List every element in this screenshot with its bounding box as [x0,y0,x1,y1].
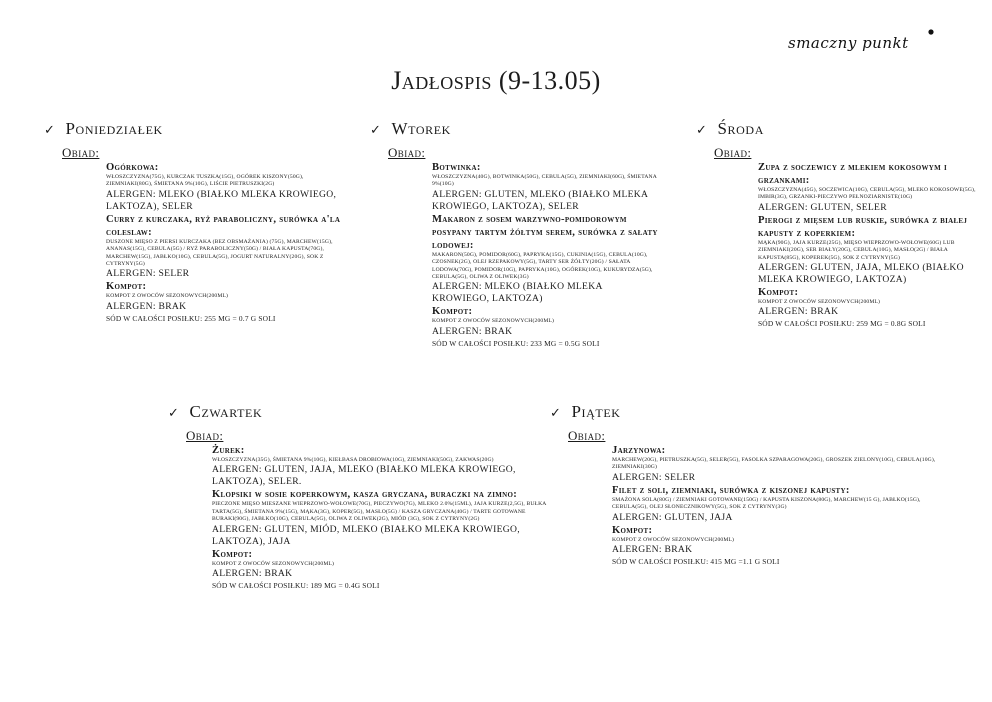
dish-ingredients: WŁOSZCZYZNA(40G), BOTWINKA(50G), CEBULA(5G), ZIEMNIAKI(60G), ŚMIETANA 9%(10G) [432,174,657,188]
dish-ingredients: SMAŻONA SOLA(80G) / ZIEMNIAKI GOTOWANE(150G) / KAPUSTA KISZONA(80G), MARCHEW(15 G), JABŁKO(15G), CEBULA(5G), OLEJ SŁONECZNIKOWY(5G), SOK Z CYTRYNY(3G) [612,496,921,511]
day-friday [550,402,950,567]
dish-allergen: ALERGEN: MLEKO (BIAŁKO MLEKA KROWIEGO, LAKTOZA), SELER [106,188,337,212]
salt-info: SÓD W CAŁOŚCI POSIŁKU: 233 MG = 0.5G SOLI [432,338,600,348]
day-name: Wtorek [391,119,451,138]
meal-label: Obiad: [388,145,426,160]
day-header [696,119,976,139]
day-monday [44,119,344,324]
dish-allergen: ALERGEN: GLUTEN, JAJA, MLEKO (BIAŁKO MLEKA KROWIEGO, LAKTOZA), SELER. [212,464,516,488]
dish-allergen: ALERGEN: SELER [612,471,696,483]
dish-ingredients: MĄKA(90G), JAJA KURZE(25G), MIĘSO WIEPRZOWO-WOŁOWE(60G) LUB ZIEMNIAKI(20G), SER BIAŁY(20G), CEBULA(10G), MASŁO(2G) / BIAŁA KAPUSTA(85G), KOPEREK(5G), SOK Z CYTRYNY(5G) [758,239,955,261]
dish-allergen: ALERGEN: MLEKO (BIAŁKO MLEKA KROWIEGO, LAKTOZA) [432,281,603,305]
meal-label: Obiad: [62,145,100,160]
day-name: Środa [717,119,764,138]
day-header [550,402,950,422]
dish-ingredients: WŁOSZCZYZNA(45G), SOCZEWICA(10G), CEBULA(5G), MLEKO KOKOSOWE(5G), IMBIR(3G), GRZANKI-PIECZYWO PEŁNOZIARNISTE(10G) [758,187,976,201]
dish-name: Kompot: [106,281,147,293]
day-tuesday [370,119,660,349]
dish-ingredients: KOMPOT Z OWOCÓW SEZONOWYCH(200ML) [758,299,881,306]
dish-name: Pierogi z mięsem lub ruskie, surówka z białej kapusty z koperkiem: [758,214,968,239]
dish-name: Botwinka: [432,162,481,173]
dish-allergen: ALERGEN: BRAK [758,306,839,318]
check-icon: ✓ [168,406,180,421]
dish-ingredients: MAKARON(50G), POMIDOR(60G), PAPRYKA(15G), CUKINIA(15G), CEBULA(10G), CZOSNEK(2G), OLEJ RZEPAKOWY(5G), TARTY SER ŻÓŁTY(20G) / SAŁATA LODOWA(70G), POMIDOR(10G), PAPRYKA(10G), OGÓREK(10G), KUKURYDZA(5G), CEBULA(5G), OLIWA Z OLIWEK(3G) [432,251,653,281]
dish-name: Curry z kurczaka, ryż paraboliczny, surówka a'la coleslaw: [106,213,341,238]
dish-name: Kompot: [212,548,253,560]
day-name: Czwartek [189,402,263,421]
day-wednesday [696,119,976,329]
dish-ingredients: WŁOSZCZYZNA(35G), ŚMIETANA 9%(10G), KIEŁBASA DROBIOWA(10G), ZIEMNIAKI(50G), ZAKWAS(20G) [212,457,494,463]
dish-allergen: ALERGEN: BRAK [432,325,513,337]
meal-list [106,161,344,324]
dish-allergen: ALERGEN: BRAK [106,300,187,312]
dish-name: Kompot: [758,287,799,299]
dish-allergen: ALERGEN: GLUTEN, SELER [758,201,887,213]
check-icon: ✓ [44,123,56,138]
dish-allergen: ALERGEN: GLUTEN, JAJA, MLEKO (BIAŁKO MLEKA KROWIEGO, LAKTOZA) [758,262,964,286]
day-name: Poniedziałek [65,119,163,138]
meal-label: Obiad: [186,428,224,443]
dish-name: Klopsiki w sosie koperkowym, kasza gryczana, buraczki na zimno: [212,489,518,501]
dish-name: Kompot: [612,524,653,536]
meal-list [758,161,976,329]
meal-label: Obiad: [568,428,606,443]
dish-name: Żurek: [212,445,245,456]
dish-allergen: ALERGEN: BRAK [212,568,293,580]
dish-ingredients: KOMPOT Z OWOCÓW SEZONOWYCH(200ML) [612,536,735,543]
dish-allergen: ALERGEN: BRAK [612,544,693,556]
dish-ingredients: KOMPOT Z OWOCÓW SEZONOWYCH(200ML) [106,293,229,300]
page-title: Jadłospis (9-13.05) [391,66,601,95]
dish-name: Jarzynowa: [612,445,666,456]
meal-list [212,444,548,591]
dish-ingredients: MARCHEW(20G), PIETRUSZKA(5G), SELER(5G), FASOLKA SZPARAGOWA(20G), GROSZEK ZIELONY(10G), CEBULA(10G), ZIEMNIAKI(30G) [612,457,936,471]
dish-name: Filet z soli, ziemniaki, surówka z kiszonej kapusty: [612,484,850,496]
meal-list [432,161,660,349]
day-thursday [168,402,548,591]
dish-allergen: ALERGEN: GLUTEN, MLEKO (BIAŁKO MLEKA KROWIEGO, LAKTOZA), SELER [432,188,648,212]
check-icon: ✓ [550,406,562,421]
dish-name: Kompot: [432,306,473,318]
dish-allergen: ALERGEN: GLUTEN, MIÓD, MLEKO (BIAŁKO MLEKA KROWIEGO, LAKTOZA), JAJA [212,523,520,547]
dish-allergen: ALERGEN: GLUTEN, JAJA [612,511,733,523]
meal-label: Obiad: [714,145,752,160]
day-name: Piątek [571,402,621,421]
day-header [168,402,548,422]
meal-list [612,444,950,567]
day-header [370,119,660,139]
dish-ingredients: KOMPOT Z OWOCÓW SEZONOWYCH(200ML) [432,318,555,325]
dish-name: Zupa z soczewicy z mlekiem kokosowym i grzankami: [758,162,948,186]
salt-info: SÓD W CAŁOŚCI POSIŁKU: 415 MG =1.1 G SOLI [612,557,780,567]
dish-ingredients: KOMPOT Z OWOCÓW SEZONOWYCH(200ML) [212,560,335,567]
dish-ingredients: DUSZONE MIĘSO Z PIERSI KURCZAKA (BEZ OBSMAŻANIA) (75G), MARCHEW(15G), ANANAS(15G), CEBULA(5G) / RYŻ PARABOLICZNY(50G) / BIAŁA KAPUSTA(70G), MARCHEW(15G), JABŁKO(10G), CEBULA(5G), JOGURT NATURALNY(20G), SOK Z CYTRYNY(5G) [106,238,333,268]
brand-name: smaczny punkt [788,34,909,52]
check-icon: ✓ [370,123,382,138]
salt-info: SÓD W CAŁOŚCI POSIŁKU: 189 MG = 0.4G SOLI [212,581,380,591]
salt-info: SÓD W CAŁOŚCI POSIŁKU: 255 MG = 0.7 G SOLI [106,313,276,323]
check-icon: ✓ [696,123,708,138]
dish-name: Makaron z sosem warzywno-pomidorowym posypany tartym żółtym serem, surówka z sałaty lodowej: [432,213,658,251]
salt-info: SÓD W CAŁOŚCI POSIŁKU: 259 MG = 0.8G SOLI [758,319,926,329]
dish-ingredients: WŁOSZCZYZNA(75G), KURCZAK TUSZKA(15G), OGÓREK KISZONY(50G), ZIEMNIAKI(80G), ŚMIETANA 9%(10G), LIŚCIE PIETRUSZKI(2G) [106,174,304,188]
day-header [44,119,344,139]
brand-logo [784,26,944,66]
dish-name: Ogórkowa: [106,162,159,173]
dish-allergen: ALERGEN: SELER [106,268,190,280]
dish-ingredients: PIECZONE MIĘSO MIESZANE WIEPRZOWO-WOŁOWE(70G), PIECZYWO(7G), MLEKO 2.0%(15ML), JAJA KURZE(2,5G), BUŁKA TARTA(5G), ŚMIETANA 9%(15G), MĄKA(3G), KOPER(5G), MASŁO(5G) / KASZA GRYCZANA(40G) / TARTE GOTOWANE BURAKI(90G), JABŁKO(10G), CEBULA(5G), OLIWA Z OLIWEK(2G), MIÓD (3G), SOK Z CYTRYNY(2G) [212,501,547,523]
